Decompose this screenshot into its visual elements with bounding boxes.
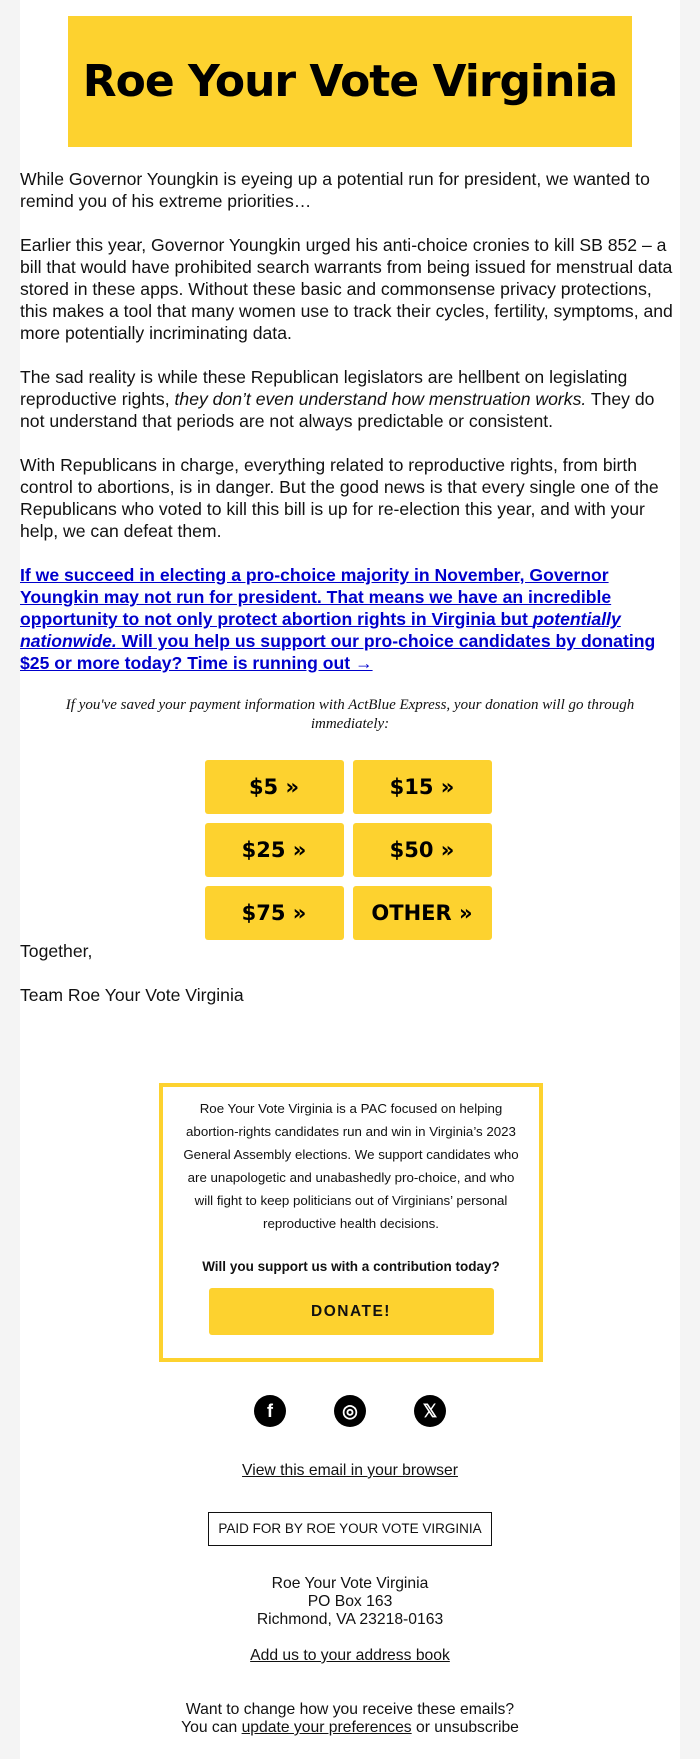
logo-banner — [68, 16, 632, 147]
paragraph-republicans: With Republicans in charge, everything related to reproductive rights, from birth control to abortions, is in danger. But the good news is that every single one of the Republicans who voted to kill this bill is up for re-election this year, and with your help, we can defeat them. — [20, 455, 659, 541]
preferences-line — [20, 1719, 680, 1737]
donate-button[interactable]: DONATE! — [209, 1288, 494, 1335]
donate-25-button[interactable]: $25 » — [205, 823, 344, 877]
donation-grid — [16, 760, 680, 940]
closing: Together, — [20, 941, 93, 961]
about-box — [159, 1083, 543, 1362]
social-links — [20, 1395, 680, 1427]
unsubscribe-text[interactable]: or unsubscribe — [411, 1719, 519, 1736]
x-icon[interactable]: 𝕏 — [414, 1395, 446, 1427]
text[interactable]: If we succeed in electing a pro-choice majority in November, Governor Youngkin may not run for president. That means we have an incredible opportunity to not only protect abortion rights in Virginia but — [20, 565, 612, 629]
preferences-row — [20, 1701, 680, 1737]
contribution-ask: Will you support us with a contribution today? — [202, 1259, 500, 1274]
signature: Team Roe Your Vote Virginia — [20, 985, 244, 1005]
logo-text: Roe Your Vote Virginia — [82, 56, 618, 107]
paid-for-row — [20, 1512, 680, 1546]
view-in-browser-link[interactable]: View this email in your browser — [242, 1462, 458, 1479]
email-body — [20, 168, 680, 1028]
text[interactable]: Will you help us support our pro-choice candidates by donating $25 or more today? Time is running out → — [20, 631, 656, 673]
mailing-address — [20, 1575, 680, 1629]
paragraph-intro: While Governor Youngkin is eyeing up a potential run for president, we wanted to remind you of his extreme priorities… — [20, 169, 650, 211]
preferences-question: Want to change how you receive these emails? — [185, 1701, 515, 1718]
facebook-icon[interactable]: f — [254, 1395, 286, 1427]
email-container — [20, 0, 680, 1759]
emphasis: they don’t even understand how menstruation works. — [174, 389, 587, 409]
donate-15-button[interactable]: $15 » — [353, 760, 492, 814]
text: You can — [181, 1719, 242, 1736]
address-book-row — [20, 1647, 680, 1665]
donate-5-button[interactable]: $5 » — [205, 760, 344, 814]
donate-other-button[interactable]: OTHER » — [353, 886, 492, 940]
address-line: Roe Your Vote Virginia — [271, 1575, 429, 1592]
about-description: Roe Your Vote Virginia is a PAC focused on helping abortion-rights candidates run and win in Virginia’s 2023 General Assembly elections. We support candidates who are unapologetic and unabashedly pro-choice, and who will fight to keep politicians out of Virginians’ personal reproductive health decisions. — [183, 1101, 519, 1231]
paragraph-sb852: Earlier this year, Governor Youngkin urged his anti-choice cronies to kill SB 852 – a bill that would have prohibited search warrants from being issued for menstrual data stored in these apps. Without these basic and commonsense privacy protections, this makes a tool that many women use to track their cycles, fertility, symptoms, and more potentially incriminating data. — [20, 235, 673, 343]
paragraph-reality — [20, 366, 680, 432]
text: They do not understand that periods are not always predictable or consistent. — [20, 389, 655, 431]
view-browser-row — [20, 1462, 680, 1480]
donate-75-button[interactable]: $75 » — [205, 886, 344, 940]
paid-for-disclaimer: PAID FOR BY ROE YOUR VOTE VIRGINIA — [208, 1512, 491, 1546]
cta-link[interactable] — [20, 564, 680, 674]
actblue-note: If you've saved your payment information with ActBlue Express, your donation will go through immediately: — [65, 697, 635, 732]
donate-50-button[interactable]: $50 » — [353, 823, 492, 877]
text: The sad reality is while these Republican legislators are hellbent on legislating reproductive rights, — [20, 367, 628, 409]
emphasis[interactable]: potentially nationwide. — [20, 609, 621, 651]
update-preferences-link[interactable]: update your preferences — [241, 1719, 412, 1736]
address-line: PO Box 163 — [307, 1593, 393, 1610]
add-address-book-link[interactable]: Add us to your address book — [250, 1647, 450, 1664]
address-line: Richmond, VA 23218-0163 — [256, 1611, 444, 1628]
instagram-icon[interactable]: ◎ — [334, 1395, 366, 1427]
